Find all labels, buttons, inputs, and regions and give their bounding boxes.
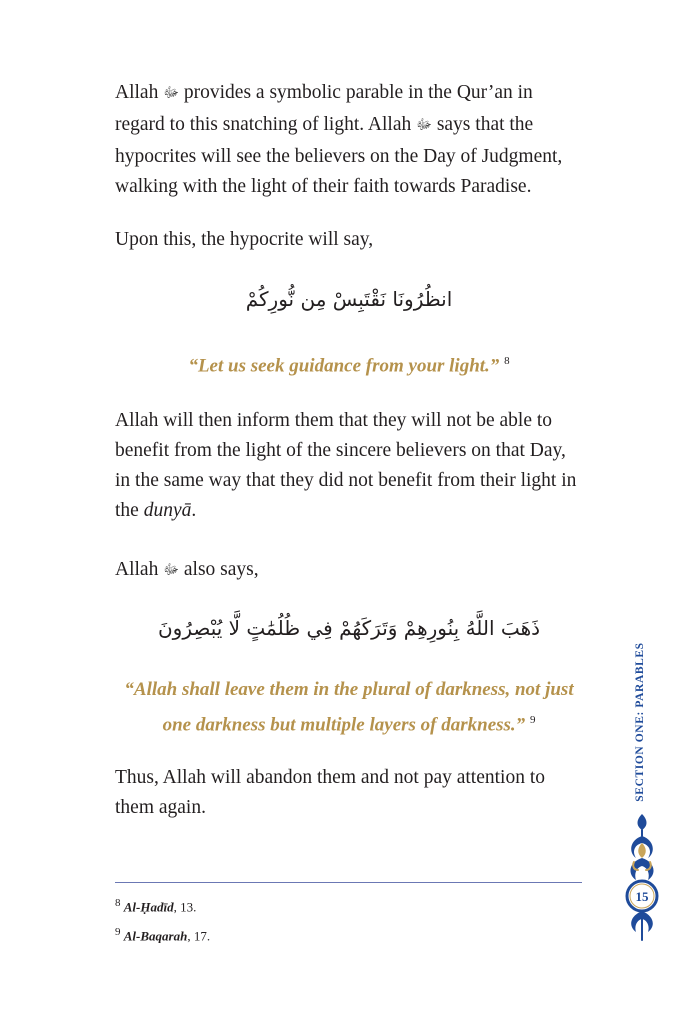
footnote-source: Al-Ḥadīd xyxy=(123,899,174,915)
ornament-icon xyxy=(627,814,657,940)
footnote-9 xyxy=(115,924,210,944)
page-ornament xyxy=(622,812,662,942)
footnote-source: Al-Baqarah xyxy=(123,928,188,944)
quote-2-line-1: “Allah shall leave them in the plural of darkness, not just xyxy=(124,679,574,700)
footnote-ref-9[interactable]: 9 xyxy=(529,714,536,726)
footnote-ref-8[interactable]: 8 xyxy=(504,355,510,367)
footnote-number: 9 xyxy=(115,926,121,938)
arabic-verse-1: انظُرُونَا نَقْتَبِسْ مِن نُّورِكُمْ xyxy=(245,287,453,311)
footnote-divider xyxy=(115,882,582,883)
footnote-number: 8 xyxy=(115,897,121,909)
paragraph-5: Thus, Allah will abandon them and not pay attention to them again. xyxy=(115,767,546,818)
paragraph-1-text-a: Allah xyxy=(115,82,159,103)
quote-2 xyxy=(100,675,598,740)
footnote-rest: , 17. xyxy=(187,928,211,944)
paragraph-4-text-b: also says, xyxy=(183,559,259,580)
paragraph-3-italic: dunyā xyxy=(143,500,192,521)
paragraph-4-text-a: Allah xyxy=(115,559,159,580)
paragraph-1-text-c: says that the hypocrites will see the believers on the Day of Judgment, walking with the light of their faith towards Paradise. xyxy=(115,114,563,197)
honorific-icon: ﷻ xyxy=(163,563,180,578)
paragraph-4 xyxy=(115,555,583,587)
quote-1 xyxy=(100,346,598,381)
section-label-text: SECTION ONE: PARABLES xyxy=(634,642,646,802)
paragraph-2: Upon this, the hypocrite will say, xyxy=(115,229,374,250)
paragraph-3-end: . xyxy=(191,500,197,521)
honorific-icon: ﷻ xyxy=(416,118,432,133)
paragraph-1 xyxy=(115,78,583,202)
quote-1-text: “Let us seek guidance from your light.” xyxy=(188,355,500,377)
paragraph-3 xyxy=(115,406,583,526)
paragraph-3-text: Allah will then inform them that they will not be able to benefit from the light of the sincere believers on that Day, in the same way that they did not benefit from their light in the xyxy=(115,410,577,521)
arabic-verse-2: ذَهَبَ اللَّهُ بِنُورِهِمْ وَتَرَكَهُمْ فِي ظُلُمَٰتٍ لَّا يُبْصِرُونَ xyxy=(157,616,541,640)
paragraph-1-text-b: provides a symbolic parable in the Qur’an in regard to this snatching of light. Allah xyxy=(115,82,533,135)
honorific-icon: ﷻ xyxy=(163,86,180,101)
page-number: 15 xyxy=(635,889,649,904)
footnote-8 xyxy=(115,895,196,915)
quote-2-line-2: one darkness but multiple layers of darkness.” xyxy=(162,714,526,736)
footnote-rest: , 13. xyxy=(173,899,197,915)
